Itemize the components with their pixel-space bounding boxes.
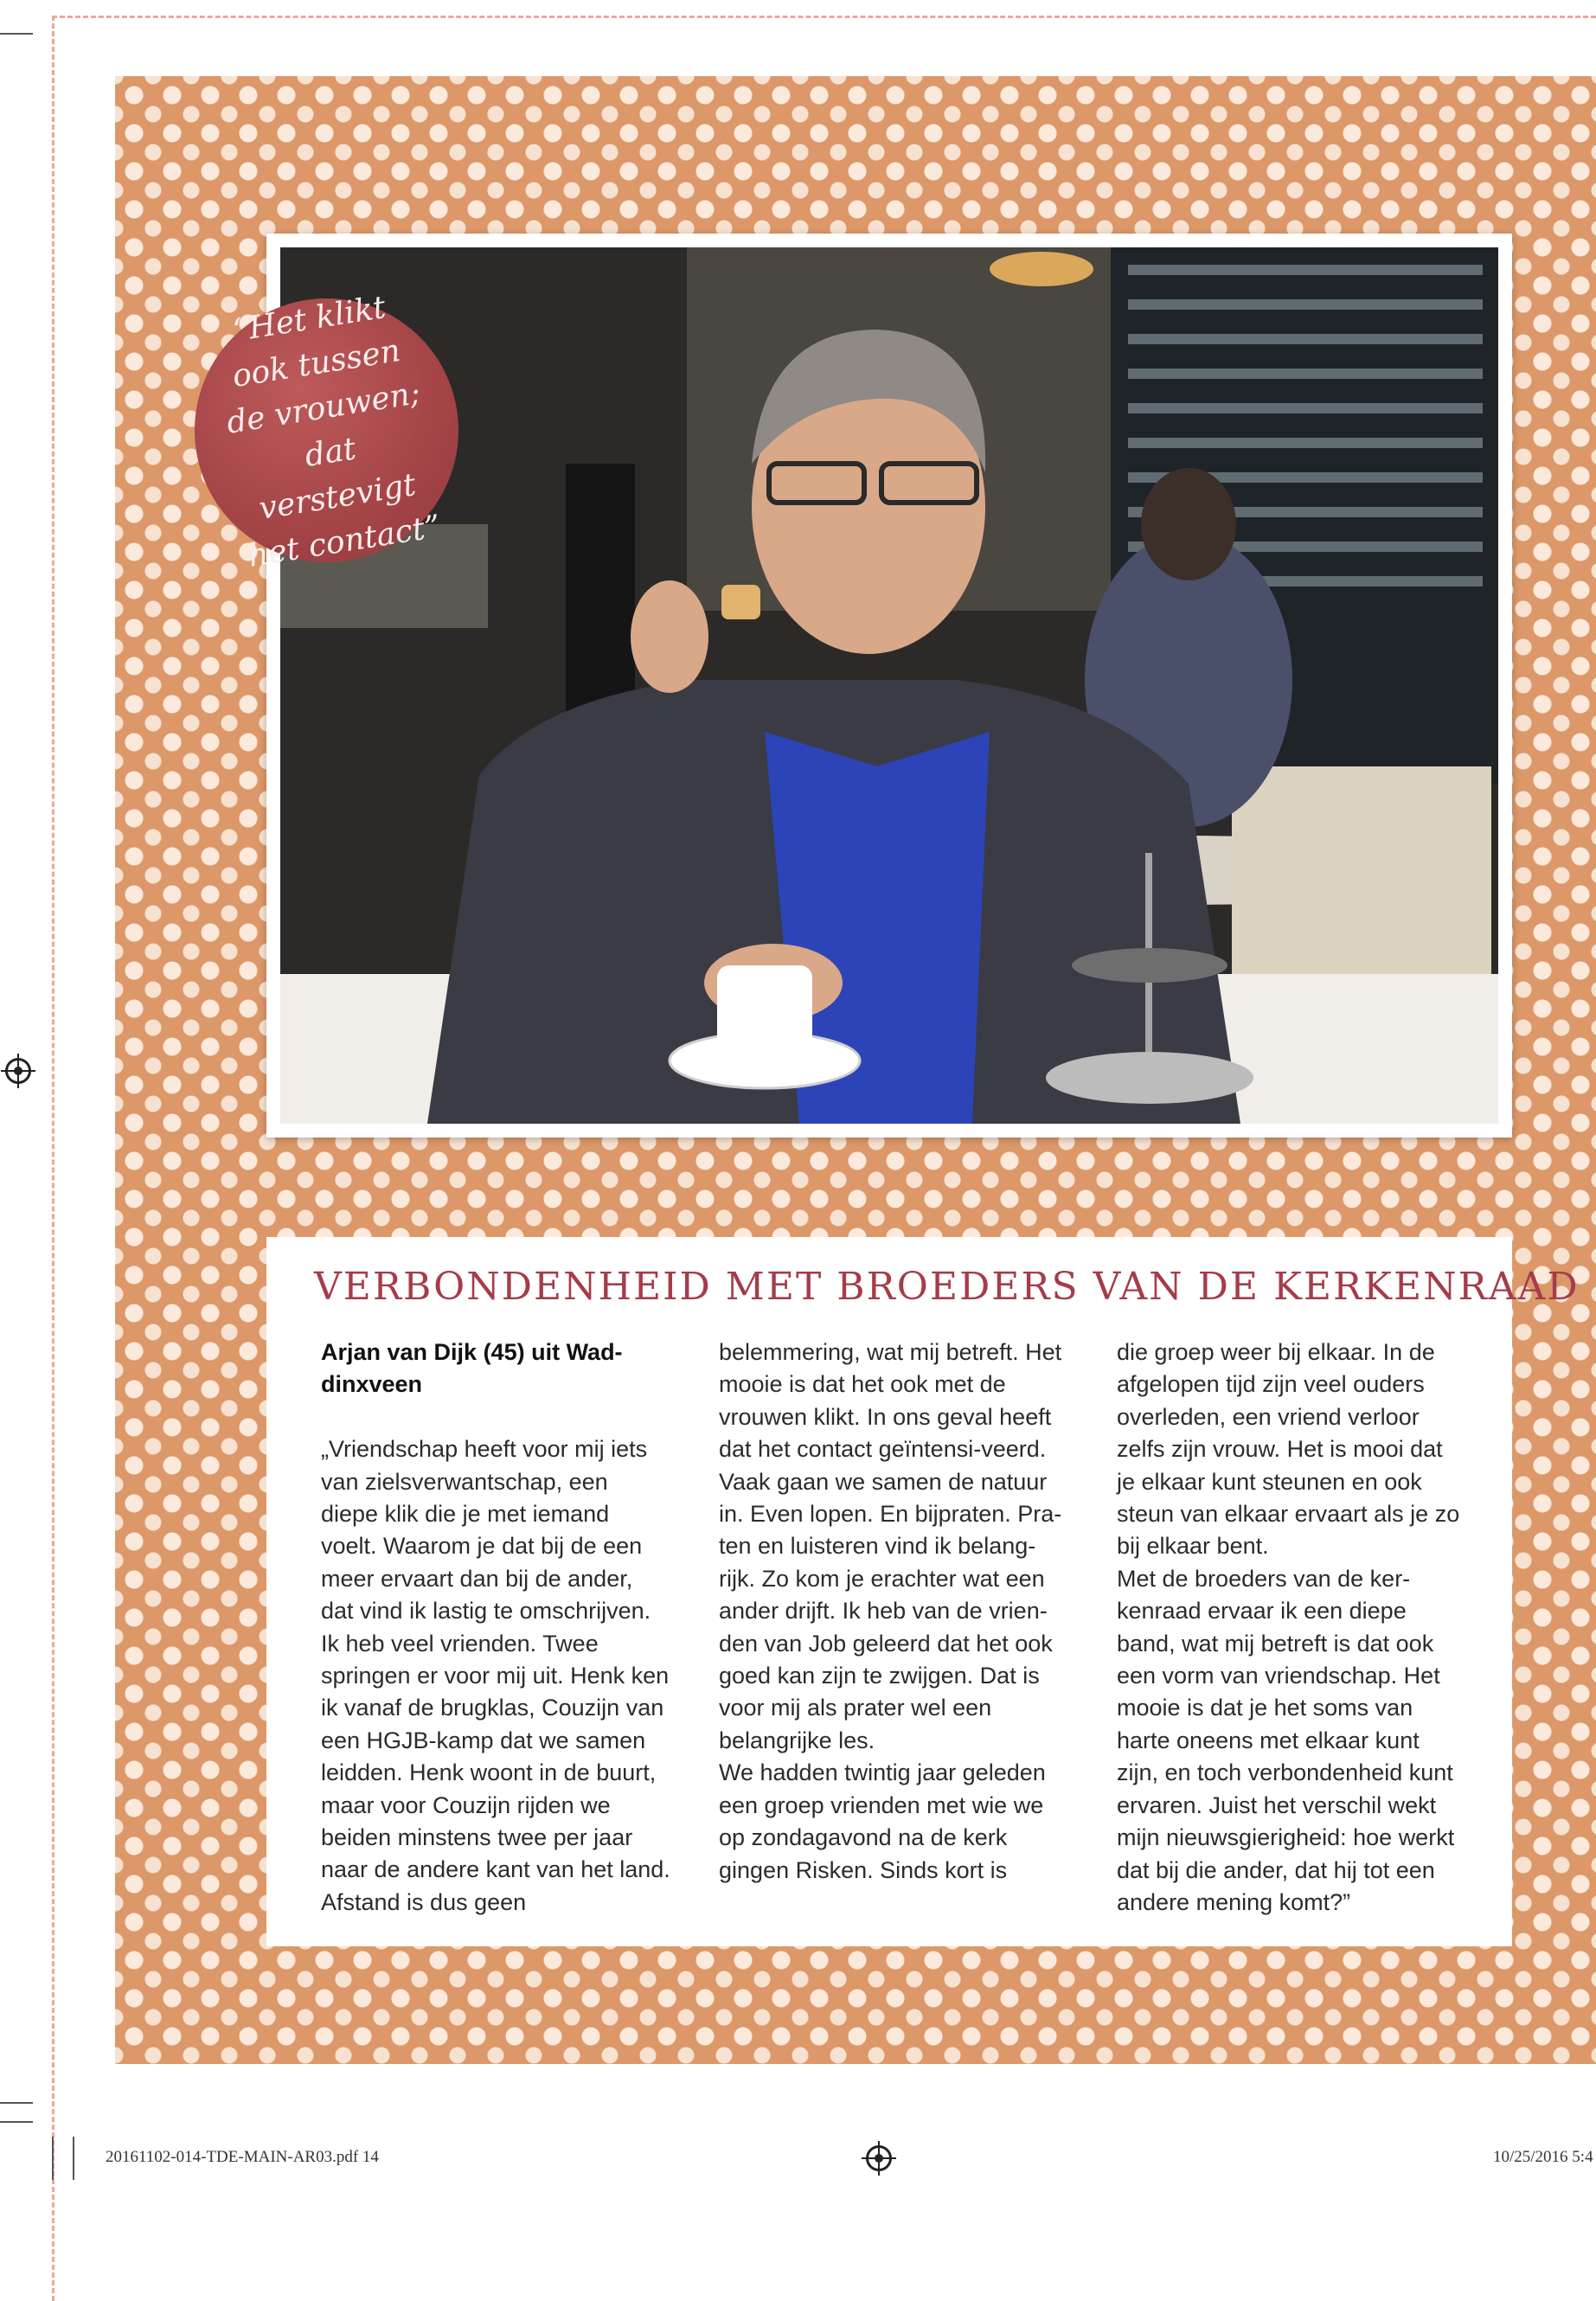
article-headline: VERBONDENHEID MET BROEDERS VAN DE KERKENRAAD (314, 1265, 1580, 1309)
trim-line-left (52, 16, 54, 2301)
quote-text: “Het klikt ook tussen de vrouwen; dat verstevigt het contact” (223, 289, 443, 574)
paragraph: belemmering, wat mij betreft. Het mooie is dat het ook met de vrouwen klikt. In ons geval heeft dat het contact geïntensi-veerd. (719, 1339, 1062, 1463)
article-column-1 (321, 1336, 671, 1919)
article-box (266, 1237, 1580, 1946)
quote-badge (195, 289, 458, 574)
registration-mark-icon (5, 1058, 31, 1084)
crop-mark (52, 2137, 54, 2180)
article-column-3 (1117, 1336, 1467, 1919)
paragraph: Met de broeders van de ker-kenraad ervaar ik een diepe band, wat mij betreft is dat ook een vorm van vriendschap. Het mooie is dat je het soms van harte oneens met elkaar kunt zijn, en toch verbondenheid kunt ervaren. Juist het verschil wekt mijn nieuwsgierigheid: hoe werkt dat bij die ander, dat hij tot een andere mening komt?” (1117, 1565, 1455, 1915)
print-slug-date: 10/25/2016 5:4 (1493, 2148, 1593, 2166)
registration-mark-icon (866, 2145, 892, 2171)
crop-mark (0, 2121, 33, 2123)
crop-mark (0, 2102, 33, 2104)
crop-mark (73, 2137, 74, 2180)
portrait-photo (280, 247, 1498, 1124)
article-column-2 (719, 1336, 1069, 1887)
article-byline: Arjan van Dijk (45) uit Wad-dinxveen (321, 1339, 623, 1398)
print-slug-file: 20161102-014-TDE-MAIN-AR03.pdf 14 (106, 2148, 379, 2166)
paragraph: We hadden twintig jaar geleden een groep vrienden met wie we op zondagavond na de kerk gingen Risken. Sinds kort is (719, 1759, 1046, 1883)
paragraph: „Vriendschap heeft voor mij iets van zielsverwantschap, een diepe klik die je met iemand voelt. Waarom je dat bij de een meer ervaart dan bij de ander, dat vind ik lastig te omschrijven. Ik heb veel vrienden. Twee springen er voor mij uit. Henk ken ik vanaf de brugklas, Couzijn van een HGJB-kamp dat we samen leidden. Henk woont in de buurt, maar voor Couzijn rijden we beiden minstens twee per jaar naar de andere kant van het land. Afstand is dus geen (321, 1436, 670, 1915)
photo-frame (266, 234, 1512, 1138)
crop-mark (0, 33, 33, 35)
trim-line-top (52, 16, 1596, 18)
paragraph: die groep weer bij elkaar. In de afgelopen tijd zijn veel ouders overleden, een vriend verloor zelfs zijn vrouw. Het is mooi dat je elkaar kunt steunen en ook steun van elkaar ervaart als je zo bij elkaar bent. (1117, 1339, 1460, 1560)
paragraph: Vaak gaan we samen de natuur in. Even lopen. En bijpraten. Pra-ten en luisteren vind ik belang-rijk. Zo kom je erachter wat een ander drijft. Ik heb van de vrien-den van Job geleerd dat het ook goed kan zijn te zwijgen. Dat is voor mij als prater wel een belangrijke les. (719, 1468, 1062, 1753)
